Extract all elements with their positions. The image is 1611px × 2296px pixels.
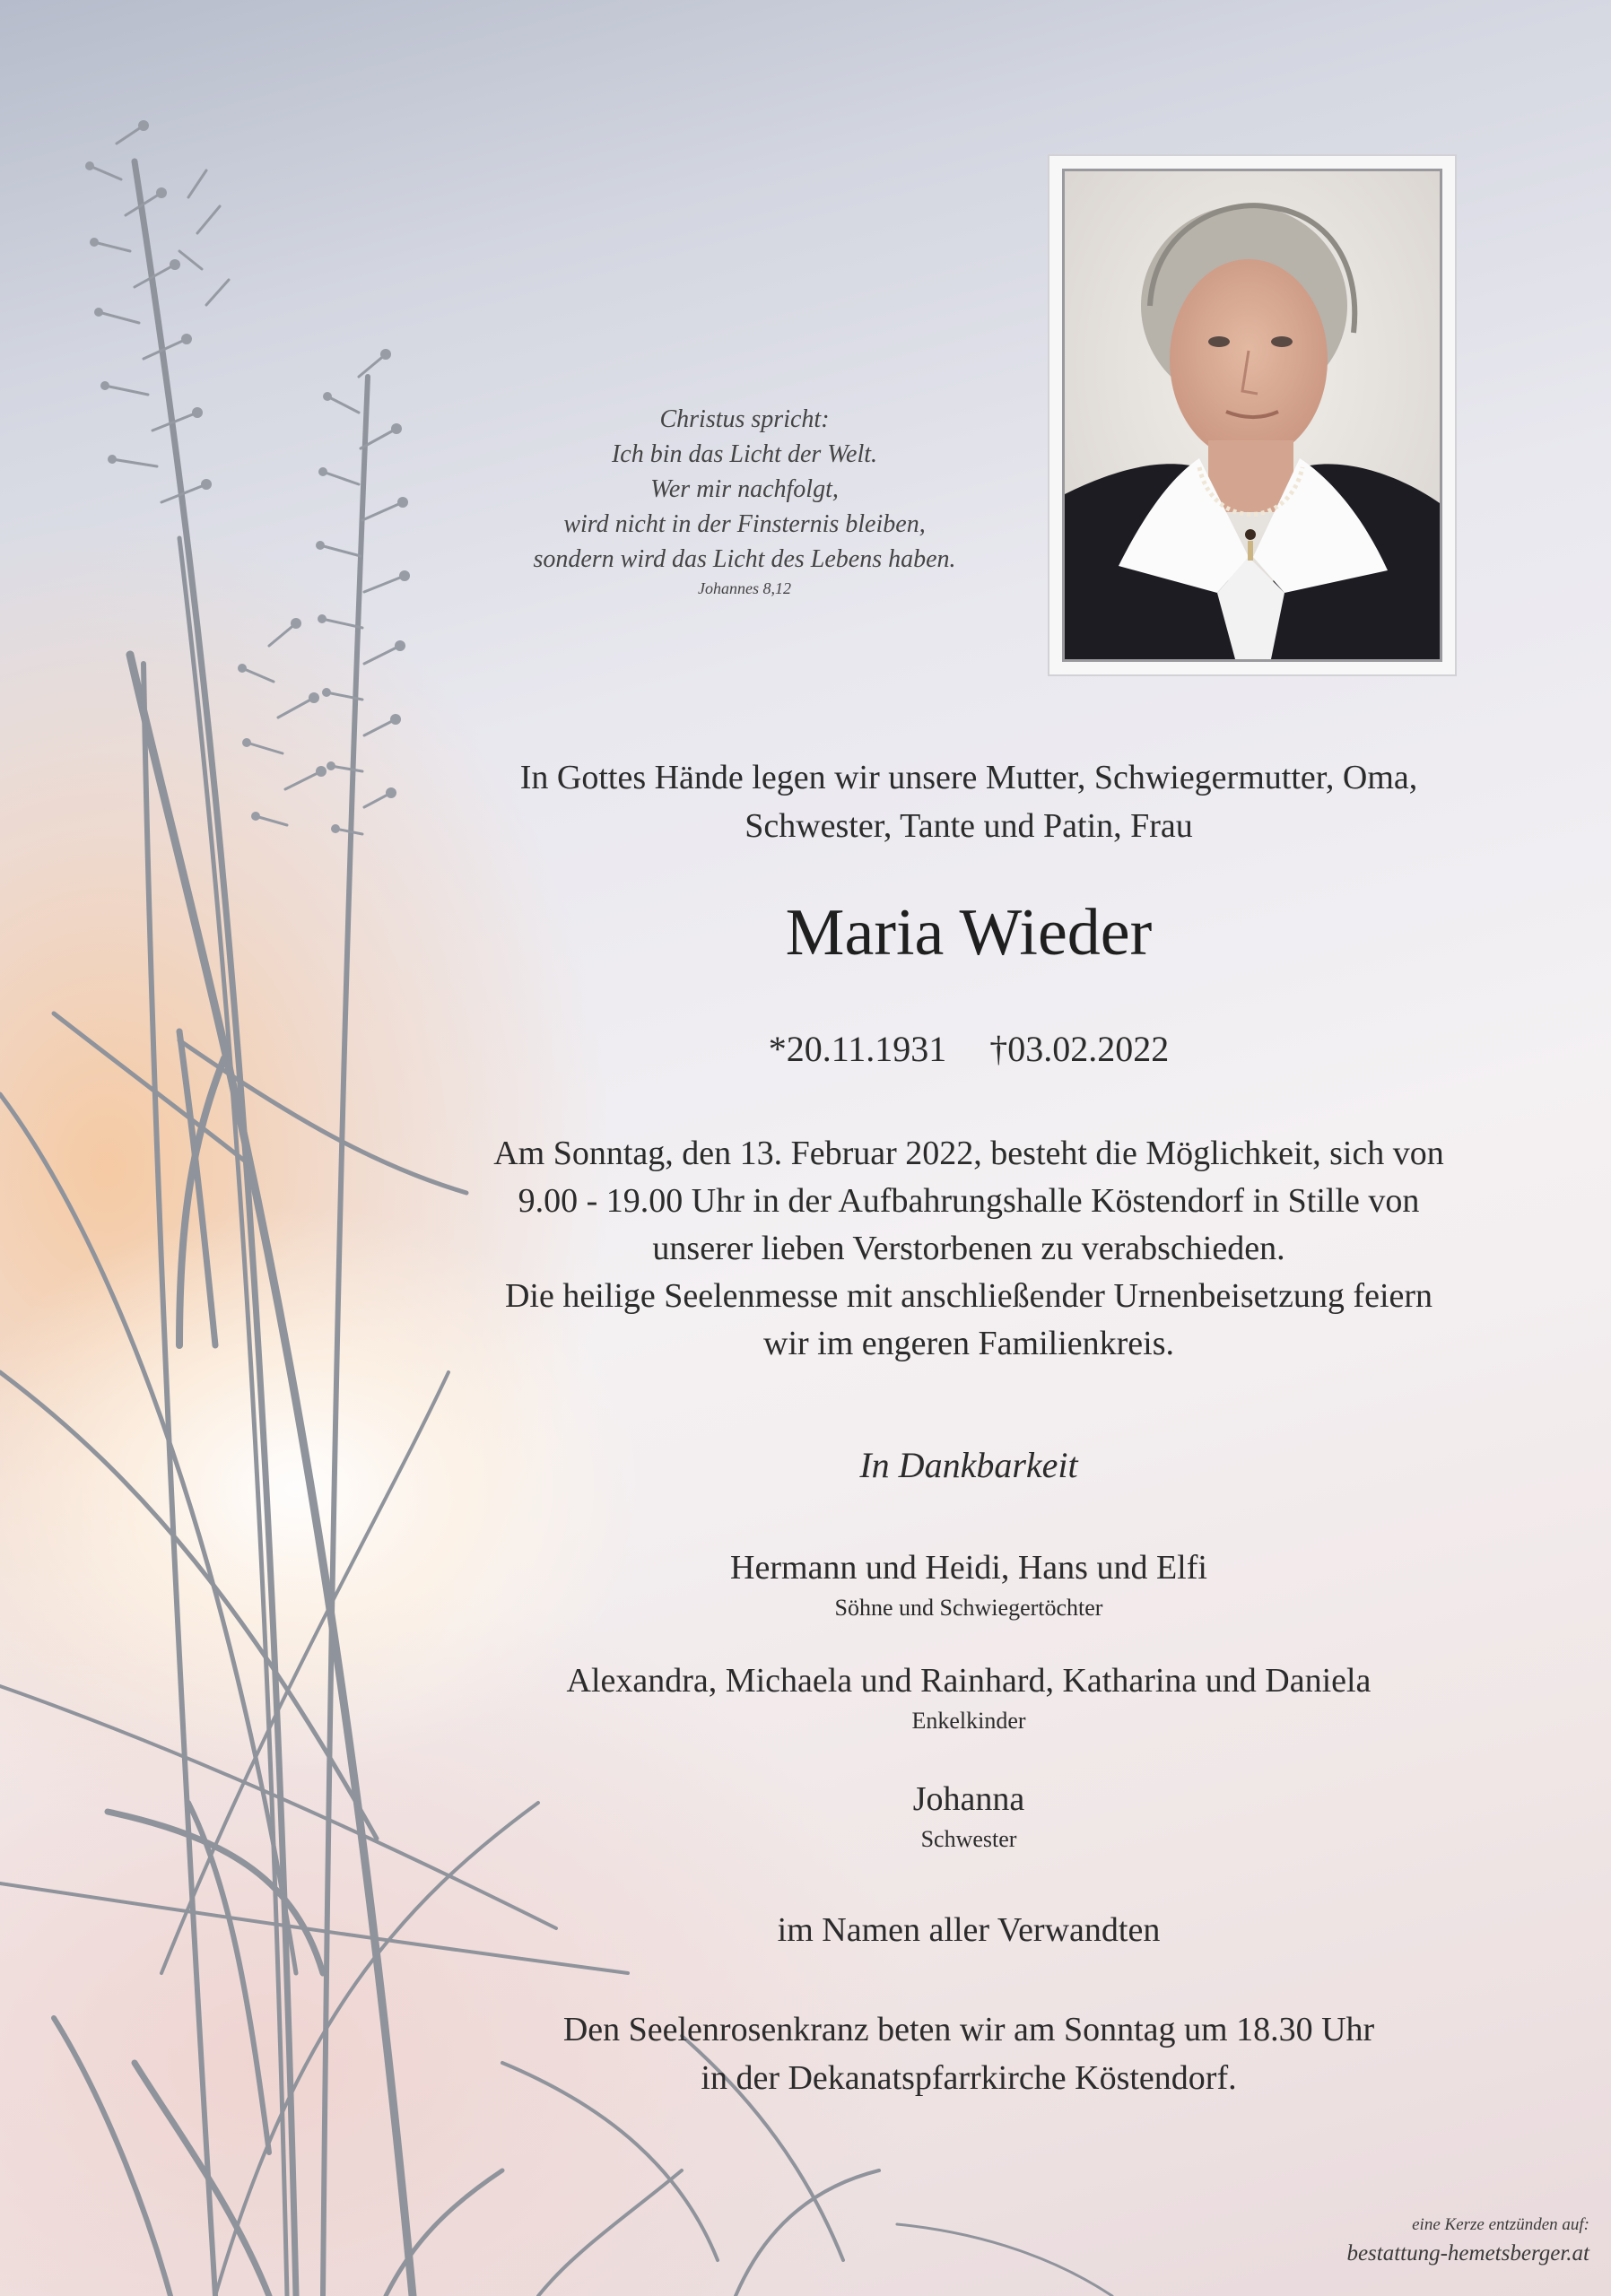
bible-verse: [413, 402, 1076, 600]
announcement-line: wir im engeren Familienkreis.: [763, 1325, 1174, 1362]
rosary-text: [386, 2005, 1552, 2102]
announcement-line: Am Sonntag, den 13. Februar 2022, besteht die Möglichkeit, sich von: [493, 1135, 1444, 1172]
mourner-names: Alexandra, Michaela und Rainhard, Katharina und Daniela: [566, 1662, 1372, 1700]
verse-line: sondern wird das Licht des Lebens haben.: [533, 545, 956, 573]
portrait-frame: [1048, 154, 1457, 676]
birth-date: *20.11.1931: [768, 1029, 947, 1069]
death-date: †03.02.2022: [989, 1029, 1170, 1069]
mourner-names: Hermann und Heidi, Hans und Elfi: [730, 1549, 1207, 1587]
life-dates: [431, 1024, 1507, 1074]
announcement-line: Die heilige Seelenmesse mit anschließender Urnenbeisetzung feiern: [504, 1277, 1433, 1315]
mourner-relation: Enkelkinder: [911, 1708, 1026, 1734]
mourner-relation: Schwester: [920, 1826, 1017, 1852]
intro-line: In Gottes Hände legen wir unsere Mutter, Schwiegermutter, Oma,: [519, 759, 1418, 796]
announcement-line: unserer lieben Verstorbenen zu verabschieden.: [652, 1230, 1285, 1267]
intro-text: [431, 753, 1507, 850]
gratitude-heading: In Dankbarkeit: [859, 1445, 1078, 1485]
candle-note: eine Kerze entzünden auf:: [1412, 2215, 1589, 2234]
portrait-photo: [1062, 169, 1442, 662]
deceased-name: Maria Wieder: [785, 896, 1153, 970]
closing-line: im Namen aller Verwandten: [777, 1911, 1161, 1949]
verse-line: Christus spricht:: [659, 405, 830, 433]
verse-line: Wer mir nachfolgt,: [650, 475, 839, 503]
intro-line: Schwester, Tante und Patin, Frau: [745, 807, 1193, 845]
mourner-names: Johanna: [912, 1780, 1025, 1818]
footer: [1346, 2212, 1589, 2269]
portrait-photo-icon: [1065, 171, 1440, 659]
rosary-line: Den Seelenrosenkranz beten wir am Sonntag um 18.30 Uhr: [562, 2011, 1375, 2048]
mourner-relation: Söhne und Schwiegertöchter: [834, 1595, 1103, 1621]
announcement-line: 9.00 - 19.00 Uhr in der Aufbahrungshalle Köstendorf in Stille von: [518, 1182, 1420, 1220]
verse-line: wird nicht in der Finsternis bleiben,: [563, 510, 926, 538]
website-link[interactable]: bestattung-hemetsberger.at: [1346, 2241, 1589, 2266]
announcement-text: [386, 1130, 1552, 1368]
verse-reference: Johannes 8,12: [698, 579, 791, 597]
rosary-line: in der Dekanatspfarrkirche Köstendorf.: [701, 2059, 1237, 2097]
verse-line: Ich bin das Licht der Welt.: [611, 440, 878, 468]
